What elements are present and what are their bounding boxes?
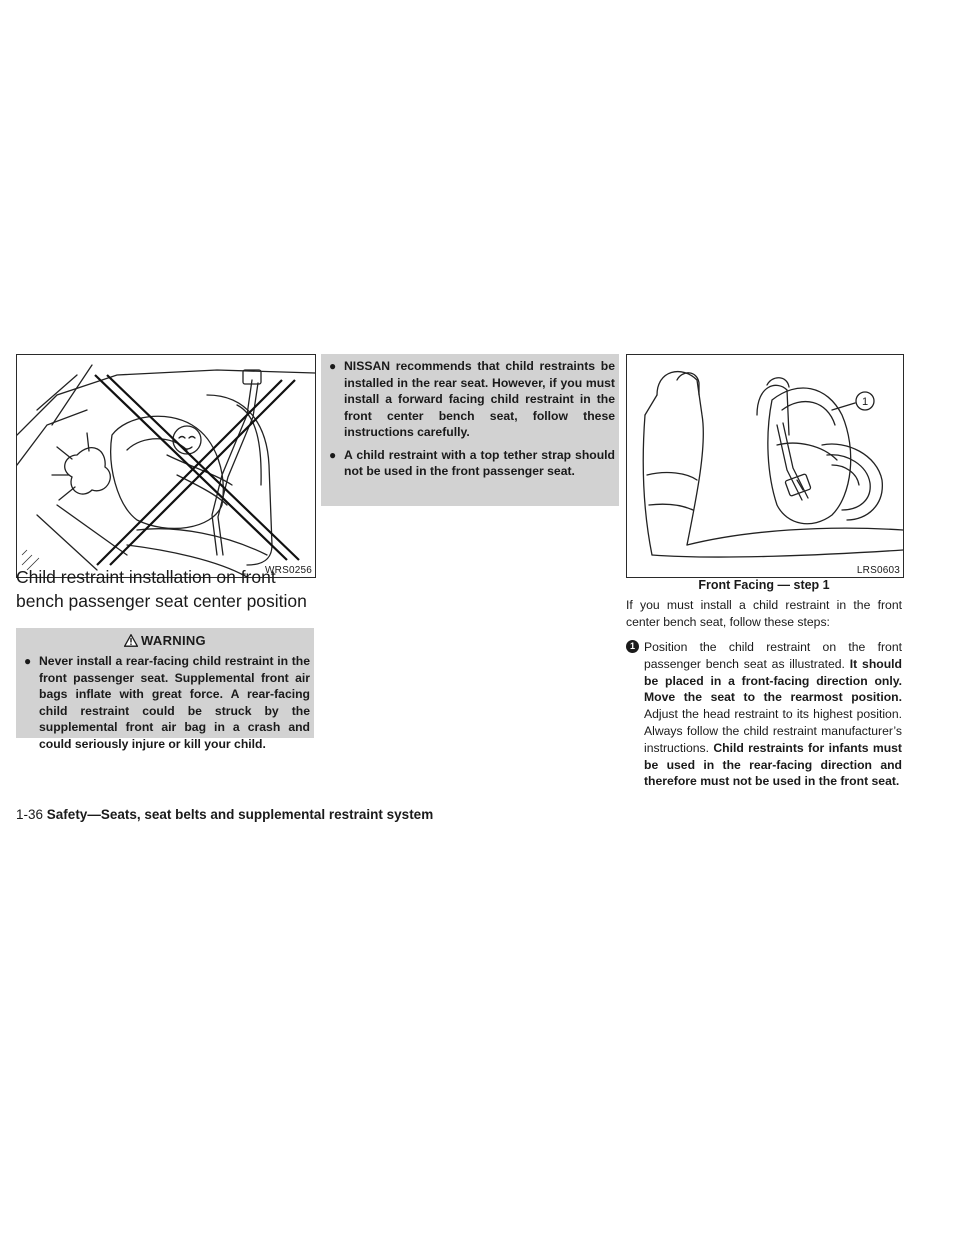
warning-item-text: NISSAN recommends that child restraints be installed in the rear seat. However, if you must install a forward facing child restraint in the front center bench seat, follow these instructions carefully. — [344, 359, 615, 439]
figure-code: WRS0256 — [265, 565, 312, 576]
warning-title: WARNING — [141, 633, 206, 648]
figure-code: LRS0603 — [856, 565, 900, 576]
warning-item-text: Never install a rear-facing child restraint in the front passenger seat. Supplemental front air bags inflate with great force. A rear-facing child restraint could be struck by the supplemental front air bag in a crash and could seriously injure or kill your child. — [39, 654, 310, 751]
warning-item-text: A child restraint with a top tether strap should not be used in the front passenger seat. — [344, 447, 615, 478]
illustration-front-facing-step1 — [626, 354, 904, 578]
warning-triangle-icon — [124, 634, 138, 650]
step-text: Position the child restraint on the front passenger bench seat as illustrated. — [644, 640, 902, 671]
figure-caption: Front Facing — step 1 — [698, 578, 830, 592]
chapter-title: Safety—Seats, seat belts and supplemental restraint system — [46, 807, 434, 822]
warning-item — [22, 653, 310, 752]
section-heading: Child restraint installation on front bench passenger seat center position — [16, 567, 307, 611]
bullet-icon: ● — [329, 447, 337, 462]
warning-item — [327, 447, 615, 480]
warning-header — [16, 628, 314, 649]
step-emphasis: It should be placed in a front-facing direction only. Move the seat to the rearmost position. — [644, 656, 902, 705]
page-footer — [16, 807, 433, 822]
bullet-icon: ● — [24, 654, 32, 668]
warning-item — [327, 358, 615, 441]
step-number-icon: 1 — [626, 640, 639, 653]
page-number: 1-36 — [16, 807, 44, 822]
warning-box-continued — [321, 354, 619, 506]
step-emphasis: Child restraints for infants must be used in the rear-facing direction and therefore must not be used in the front seat. — [644, 740, 902, 789]
front-facing-seat-drawing — [627, 355, 903, 577]
step-1 — [626, 639, 902, 790]
warning-box — [16, 628, 314, 751]
illustration-rear-facing-prohibited — [16, 354, 316, 578]
bullet-icon: ● — [329, 359, 337, 373]
step-text: Adjust the head restraint to its highest position. Always follow the child restraint manufacturer’s instructions. — [644, 707, 902, 755]
callout-number: 1 — [861, 396, 869, 408]
intro-paragraph: If you must install a child restraint in the front center bench seat, follow these steps: — [626, 598, 902, 629]
rear-facing-seat-drawing — [17, 355, 315, 577]
